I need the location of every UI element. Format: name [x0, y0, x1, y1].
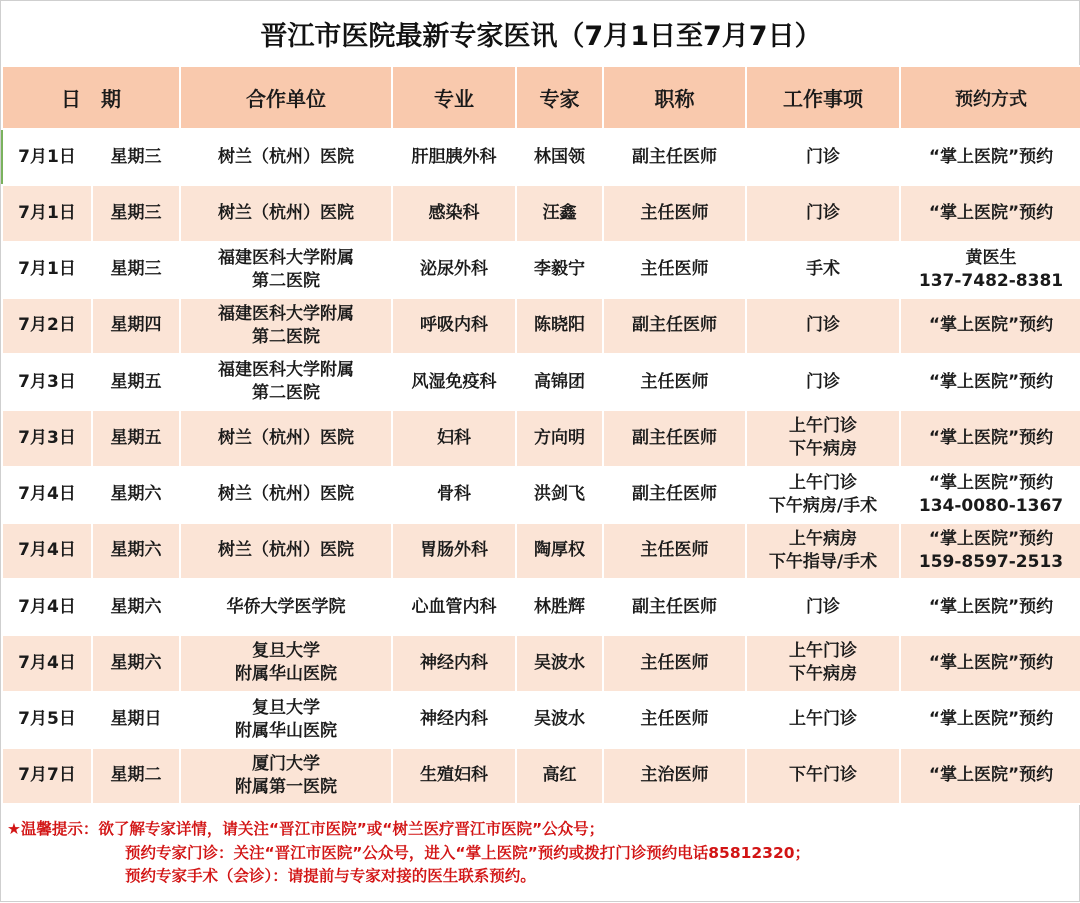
- cell-booking: [900, 129, 1080, 185]
- cell-weekday: 星期六: [92, 467, 180, 523]
- cell-unit-line: 复旦大学: [252, 697, 320, 718]
- cell-date: 7月7日: [2, 748, 92, 804]
- cell-unit: [180, 298, 392, 354]
- cell-expert: 方向明: [516, 410, 603, 466]
- cell-expert: 洪剑飞: [516, 467, 603, 523]
- cell-booking: [900, 523, 1080, 579]
- cell-rank: 主任医师: [603, 635, 746, 691]
- cell-work-line: 门诊: [806, 202, 840, 223]
- cell-booking: [900, 298, 1080, 354]
- cell-work-line: 门诊: [806, 315, 840, 336]
- cell-specialty: 呼吸内科: [392, 298, 516, 354]
- cell-unit-line: 树兰（杭州）医院: [218, 146, 354, 167]
- cell-unit-line: 福建医科大学附属: [218, 303, 354, 324]
- cell-unit: [180, 467, 392, 523]
- cell-work: [746, 354, 900, 410]
- cell-unit-line: 树兰（杭州）医院: [218, 427, 354, 448]
- cell-weekday: 星期五: [92, 354, 180, 410]
- cell-work-line: 下午病房: [789, 664, 857, 685]
- cell-weekday: 星期三: [92, 185, 180, 241]
- cell-work-line: 门诊: [806, 371, 840, 392]
- cell-specialty: 感染科: [392, 185, 516, 241]
- cell-work-line: 手术: [806, 259, 840, 280]
- cell-date: 7月4日: [2, 467, 92, 523]
- cell-weekday: 星期六: [92, 523, 180, 579]
- cell-unit: [180, 635, 392, 691]
- table-row: [2, 410, 1080, 466]
- cell-weekday: 星期三: [92, 242, 180, 298]
- cell-date: 7月5日: [2, 692, 92, 748]
- cell-booking-line: “掌上医院”预约: [928, 596, 1054, 617]
- cell-booking: [900, 354, 1080, 410]
- cell-work-line: 下午指导/手术: [768, 551, 878, 572]
- cell-rank: 主任医师: [603, 354, 746, 410]
- cell-unit-line: 附属华山医院: [235, 664, 337, 685]
- cell-work-line: 上午门诊: [789, 416, 857, 437]
- cell-date: 7月3日: [2, 354, 92, 410]
- cell-booking-line: “掌上医院”预约: [928, 472, 1054, 493]
- cell-unit-line: 福建医科大学附属: [218, 360, 354, 381]
- cell-unit-line: 第二医院: [252, 326, 320, 347]
- cell-booking-line: 黄医生: [965, 247, 1017, 268]
- expert-schedule-table: [1, 65, 1080, 805]
- cell-specialty: 骨科: [392, 467, 516, 523]
- cell-date: 7月4日: [2, 523, 92, 579]
- cell-specialty: 肝胆胰外科: [392, 129, 516, 185]
- cell-expert: 高红: [516, 748, 603, 804]
- table-row: [2, 692, 1080, 748]
- table-header-row: [2, 66, 1080, 129]
- table-row: [2, 129, 1080, 185]
- cell-booking: [900, 748, 1080, 804]
- table-row: [2, 579, 1080, 635]
- cell-work: [746, 185, 900, 241]
- page-title: 晋江市医院最新专家医讯（7月1日至7月7日）: [1, 1, 1080, 66]
- cell-weekday: 星期二: [92, 748, 180, 804]
- cell-work-line: 门诊: [806, 146, 840, 167]
- footer-line-2: 预约专家门诊：关注“晋江市医院”公众号，进入“掌上医院”预约或拨打门诊预约电话85812320；: [125, 843, 811, 862]
- cell-expert: 陶厚权: [516, 523, 603, 579]
- cell-rank: 副主任医师: [603, 579, 746, 635]
- cell-booking-line: “掌上医院”预约: [928, 371, 1054, 392]
- cell-booking-line: 134-0080-1367: [918, 495, 1064, 516]
- footer-line-1: [7, 818, 1080, 842]
- cell-work-line: 上午门诊: [789, 472, 857, 493]
- cell-unit: [180, 185, 392, 241]
- cell-expert: 吴波水: [516, 692, 603, 748]
- cell-work-line: 上午门诊: [789, 709, 857, 730]
- cell-unit: [180, 354, 392, 410]
- cell-expert: 林国领: [516, 129, 603, 185]
- cell-specialty: 泌尿外科: [392, 242, 516, 298]
- header-work: 工作事项: [746, 66, 900, 129]
- cell-work: [746, 467, 900, 523]
- cell-rank: 副主任医师: [603, 467, 746, 523]
- cell-booking-line: “掌上医院”预约: [928, 528, 1054, 549]
- cell-booking-line: “掌上医院”预约: [928, 427, 1054, 448]
- cell-weekday: 星期五: [92, 410, 180, 466]
- cell-weekday: 星期四: [92, 298, 180, 354]
- star-icon: ★: [7, 820, 21, 838]
- cell-specialty: 心血管内科: [392, 579, 516, 635]
- table-row: [2, 467, 1080, 523]
- cell-unit-line: 第二医院: [252, 383, 320, 404]
- cell-work-line: 下午门诊: [789, 765, 857, 786]
- cell-expert: 吴波水: [516, 635, 603, 691]
- cell-specialty: 妇科: [392, 410, 516, 466]
- cell-rank: 主治医师: [603, 748, 746, 804]
- cell-booking-line: 159-8597-2513: [918, 551, 1064, 572]
- cell-booking-line: “掌上医院”预约: [928, 315, 1054, 336]
- table-row: [2, 298, 1080, 354]
- cell-rank: 主任医师: [603, 185, 746, 241]
- cell-expert: 陈晓阳: [516, 298, 603, 354]
- cell-unit: [180, 692, 392, 748]
- cell-unit: [180, 410, 392, 466]
- cell-date: 7月2日: [2, 298, 92, 354]
- cell-booking-line: 137-7482-8381: [918, 270, 1064, 291]
- cell-unit: [180, 748, 392, 804]
- cell-booking: [900, 410, 1080, 466]
- cell-specialty: 神经内科: [392, 692, 516, 748]
- cell-rank: 主任医师: [603, 692, 746, 748]
- cell-weekday: 星期六: [92, 635, 180, 691]
- cell-booking-line: “掌上医院”预约: [928, 709, 1054, 730]
- cell-unit-line: 树兰（杭州）医院: [218, 202, 354, 223]
- cell-date: 7月1日: [2, 129, 92, 185]
- cell-booking-line: “掌上医院”预约: [928, 202, 1054, 223]
- cell-booking: [900, 185, 1080, 241]
- cell-rank: 主任医师: [603, 523, 746, 579]
- cell-date: 7月1日: [2, 185, 92, 241]
- cell-specialty: 神经内科: [392, 635, 516, 691]
- cell-rank: 副主任医师: [603, 298, 746, 354]
- table-row: [2, 185, 1080, 241]
- cell-booking: [900, 579, 1080, 635]
- cell-work-line: 下午病房: [789, 439, 857, 460]
- header-expert: 专家: [516, 66, 603, 129]
- cell-work: [746, 298, 900, 354]
- cell-booking-line: “掌上医院”预约: [928, 146, 1054, 167]
- cell-rank: 主任医师: [603, 242, 746, 298]
- cell-booking-line: “掌上医院”预约: [928, 652, 1054, 673]
- table-row: [2, 748, 1080, 804]
- cell-work: [746, 523, 900, 579]
- cell-unit-line: 厦门大学: [252, 753, 320, 774]
- cell-specialty: 胃肠外科: [392, 523, 516, 579]
- cell-work: [746, 748, 900, 804]
- cell-date: 7月3日: [2, 410, 92, 466]
- cell-unit-line: 华侨大学医学院: [226, 596, 346, 617]
- cell-unit-line: 第二医院: [252, 270, 320, 291]
- cell-date: 7月4日: [2, 635, 92, 691]
- cell-booking: [900, 635, 1080, 691]
- cell-weekday: 星期六: [92, 579, 180, 635]
- cell-work: [746, 579, 900, 635]
- cell-unit: [180, 242, 392, 298]
- cell-work-line: 下午病房/手术: [768, 495, 878, 516]
- cell-unit-line: 复旦大学: [252, 641, 320, 662]
- cell-weekday: 星期三: [92, 129, 180, 185]
- cell-expert: 高锦团: [516, 354, 603, 410]
- cell-rank: 副主任医师: [603, 410, 746, 466]
- header-specialty: 专业: [392, 66, 516, 129]
- table-row: [2, 635, 1080, 691]
- cell-work: [746, 410, 900, 466]
- cell-unit: [180, 129, 392, 185]
- header-unit: 合作单位: [180, 66, 392, 129]
- header-rank: 职称: [603, 66, 746, 129]
- cell-specialty: 生殖妇科: [392, 748, 516, 804]
- cell-work: [746, 635, 900, 691]
- cell-unit-line: 树兰（杭州）医院: [218, 540, 354, 561]
- cell-work-line: 门诊: [806, 596, 840, 617]
- table-row: [2, 242, 1080, 298]
- header-booking: 预约方式: [900, 66, 1080, 129]
- cell-work-line: 上午门诊: [789, 641, 857, 662]
- cell-unit-line: 树兰（杭州）医院: [218, 484, 354, 505]
- cell-date: 7月1日: [2, 242, 92, 298]
- cell-booking: [900, 692, 1080, 748]
- footer-text-1: 温馨提示：欲了解专家详情，请关注“晋江市医院”或“树兰医疗晋江市医院”公众号；: [20, 820, 605, 838]
- cell-booking: [900, 242, 1080, 298]
- cell-expert: 林胜辉: [516, 579, 603, 635]
- cell-rank: 副主任医师: [603, 129, 746, 185]
- cell-date: 7月4日: [2, 579, 92, 635]
- cell-booking: [900, 467, 1080, 523]
- cell-work: [746, 129, 900, 185]
- cell-unit: [180, 523, 392, 579]
- cell-unit-line: 附属华山医院: [235, 720, 337, 741]
- cell-booking-line: “掌上医院”预约: [928, 765, 1054, 786]
- footer-notes: [1, 804, 1080, 903]
- cell-work: [746, 242, 900, 298]
- cell-unit-line: 附属第一医院: [235, 776, 337, 797]
- cell-expert: 汪鑫: [516, 185, 603, 241]
- cell-unit-line: 福建医科大学附属: [218, 247, 354, 268]
- footer-line-3: 预约专家手术（会诊）：请提前与专家对接的医生联系预约。: [125, 867, 536, 885]
- cell-work: [746, 692, 900, 748]
- table-row: [2, 523, 1080, 579]
- cell-specialty: 风湿免疫科: [392, 354, 516, 410]
- cell-work-line: 上午病房: [789, 528, 857, 549]
- cell-weekday: 星期日: [92, 692, 180, 748]
- table-row: [2, 354, 1080, 410]
- cell-unit: [180, 579, 392, 635]
- cell-expert: 李毅宁: [516, 242, 603, 298]
- header-date: 日 期: [2, 66, 180, 129]
